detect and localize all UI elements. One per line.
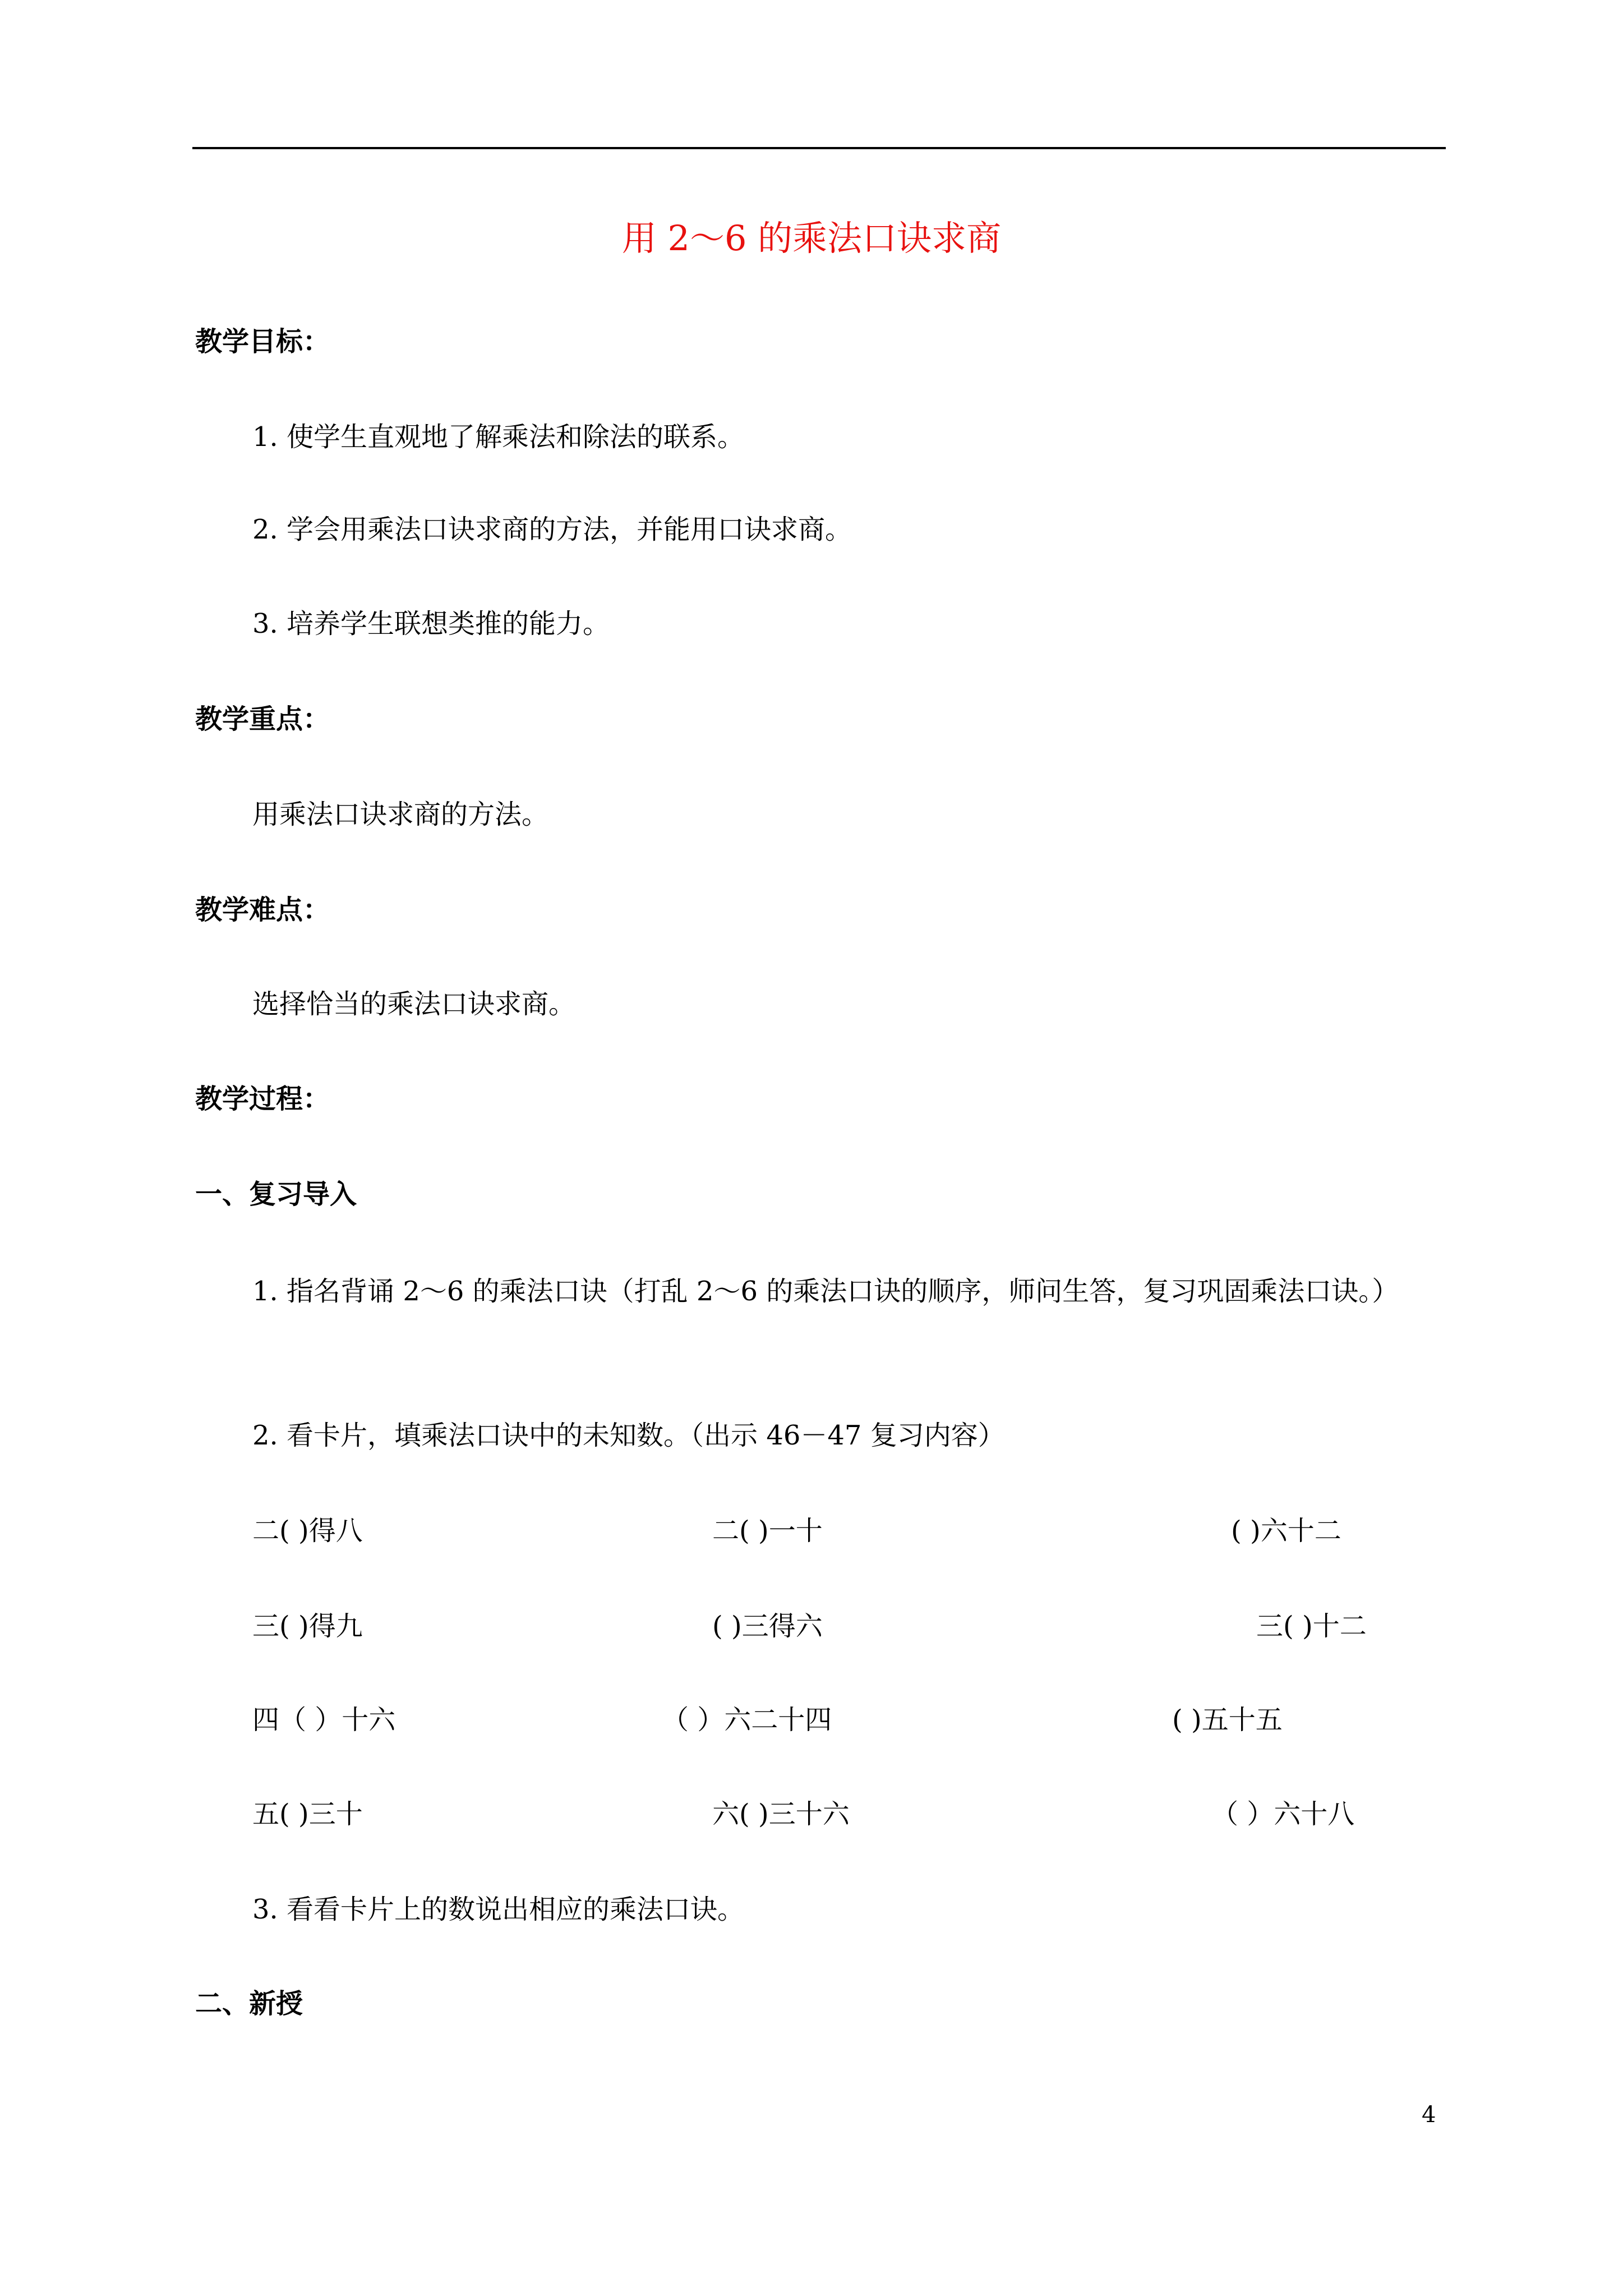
fill-in-cell: 三( )得九 bbox=[252, 1611, 363, 1642]
review-item-2: 2. 看卡片，填乘法口诀中的未知数。（出示 46－47 复习内容） bbox=[252, 1420, 1005, 1451]
page-number: 4 bbox=[1422, 2102, 1436, 2128]
fill-in-cell: 六( )三十六 bbox=[712, 1798, 850, 1830]
page-title: 用 2～6 的乘法口诀求商 bbox=[621, 218, 1002, 259]
difficulty-text: 选择恰当的乘法口诀求商。 bbox=[252, 988, 576, 1020]
fill-in-cell: 五( )三十 bbox=[252, 1798, 363, 1830]
fill-in-cell: ( )三得六 bbox=[712, 1611, 823, 1642]
fill-in-cell: 四（ ）十六 bbox=[252, 1704, 396, 1736]
review-item-1-text: 1. 指名背诵 2～6 的乘法口诀（打乱 2～6 的乘法口诀的顺序，师问生答，复习巩固乘法口诀。） bbox=[252, 1276, 1399, 1307]
process-heading: 教学过程： bbox=[195, 1083, 330, 1115]
fill-in-cell: ( )六十二 bbox=[1231, 1515, 1341, 1547]
objective-item-3: 3. 培养学生联想类推的能力。 bbox=[252, 608, 610, 639]
review-item-1 bbox=[195, 1259, 1446, 1324]
objective-item-2: 2. 学会用乘法口诀求商的方法，并能用口诀求商。 bbox=[252, 514, 852, 545]
new-lesson-heading: 二、新授 bbox=[195, 1988, 303, 2019]
objective-item-1: 1. 使学生直观地了解乘法和除法的联系。 bbox=[252, 421, 745, 453]
fill-in-cell: 二( )得八 bbox=[252, 1515, 363, 1547]
fill-in-cell: （ ）六十八 bbox=[1211, 1798, 1355, 1830]
key-point-heading: 教学重点： bbox=[195, 703, 330, 735]
fill-in-cell: 三( )十二 bbox=[1256, 1611, 1367, 1642]
objectives-heading: 教学目标： bbox=[195, 326, 330, 357]
review-item-3: 3. 看看卡片上的数说出相应的乘法口诀。 bbox=[252, 1894, 745, 1925]
key-point-text: 用乘法口诀求商的方法。 bbox=[252, 799, 549, 830]
header-rule bbox=[192, 147, 1446, 149]
fill-in-cell: ( )五十五 bbox=[1172, 1704, 1283, 1736]
difficulty-heading: 教学难点： bbox=[195, 894, 330, 926]
fill-in-cell: （ ）六二十四 bbox=[662, 1704, 832, 1736]
fill-in-cell: 二( )一十 bbox=[712, 1515, 823, 1547]
review-heading: 一、复习导入 bbox=[195, 1179, 357, 1210]
